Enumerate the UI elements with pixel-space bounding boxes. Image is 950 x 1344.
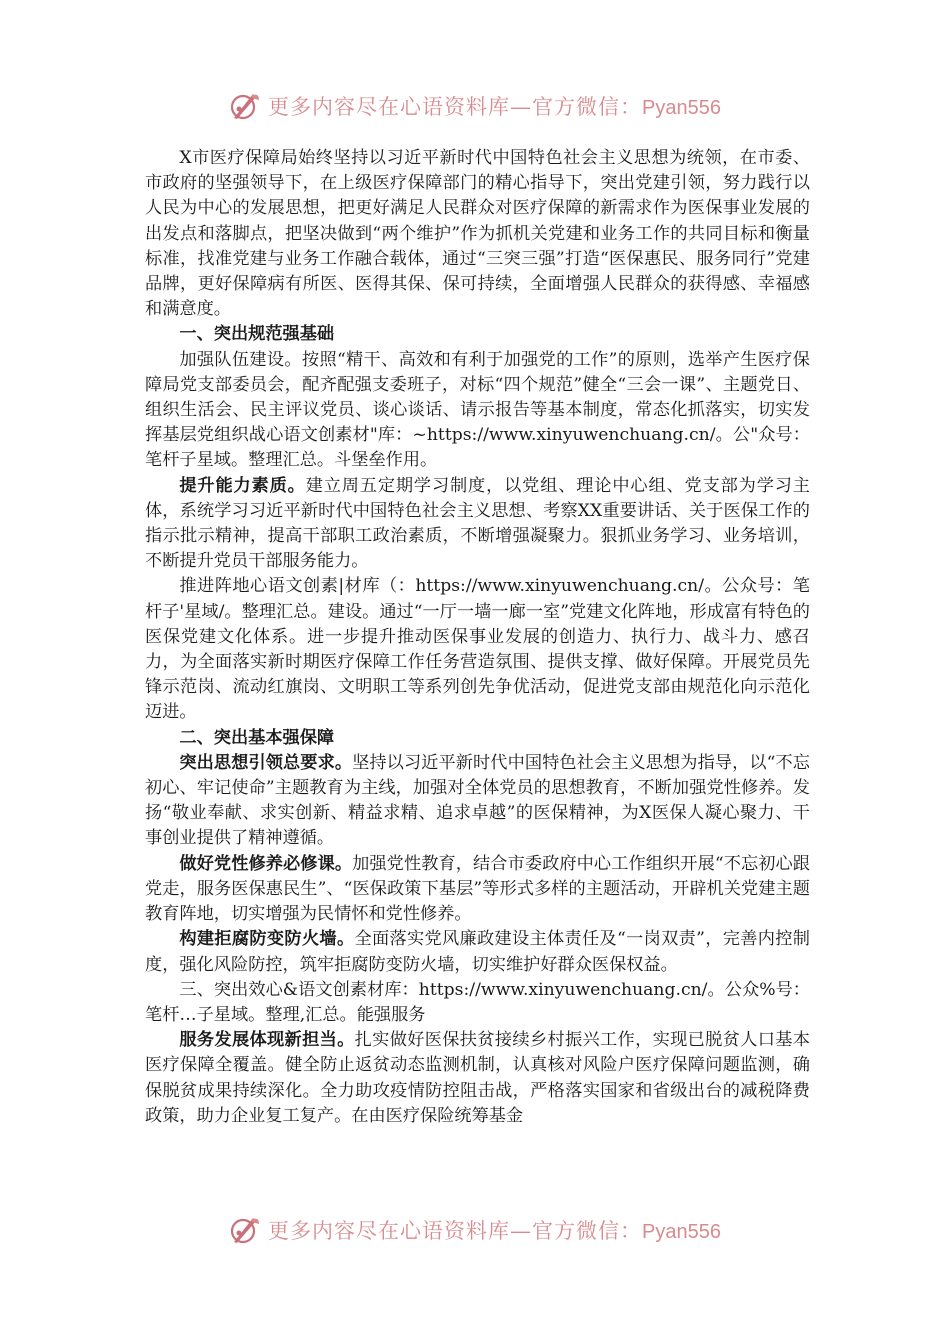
paragraph-team-building: 加强队伍建设。按照“精干、高效和有利于加强党的工作”的原则，选举产生医疗保障局党支部委员会，配齐配强支委班子，对标“四个规范”健全“三会一课”、主题党日、组织生活会、民主评议党员、谈心谈话、请示报告等基本制度，常态化抓落实，切实发挥基层党组织战心语文创素材"库：~https://www.xinyuwenchuang.cn/。公"众号：笔杆子星域。整理汇总。斗堡垒作用。 xyxy=(145,349,810,471)
paragraph-capability: 提升能力素质。建立周五定期学习制度，以党组、理论中心组、党支部为学习主体，系统学习习近平新时代中国特色社会主义思想、考察XX重要讲话、关于医保工作的指示批示精神，提高干部职工政治素质，不断增强凝聚力。狠抓业务学习、业务培训，不断提升党员干部服务能力。 xyxy=(145,475,810,572)
paragraph-position-building: 推进阵地心语文创素|材库（：https://www.xinyuwenchuang.cn/。公众号：笔杆子'星域/。整理汇总。建设。通过“一厅一墙一廊一室”党建文化阵地，形成富有特色的医保党建文化体系。进一步提升推动医保事业发展的创造力、执行力、战斗力、感召力，为全面落实新时期医疗保障工作任务营造氛围、提供支撑、做好保障。开展党员先锋示范岗、流动红旗岗、文明职工等系列创先争优活动，促进党支部由规范化向示范化迈进。 xyxy=(145,576,810,723)
top-banner xyxy=(226,86,746,126)
banner-wechat-id: Pyan556 xyxy=(642,1221,721,1243)
section-heading-3: 三、突出效心&语文创素材库：https://www.xinyuwenchuang.cn/。公众%号：笔杆…子星域。整理,汇总。能强服务 xyxy=(145,979,810,1025)
section-heading-2: 二、突出基本强保障 xyxy=(179,727,335,748)
paragraph-ideology: 突出思想引领总要求。坚持以习近平新时代中国特色社会主义思想为指导，以“不忘初心、牢记使命”主题教育为主线，加强对全体党员的思想教育，不断加强党性修养。发扬“敬业奉献、求实创新、精益求精、追求卓越”的医保精神，为X医保人凝心聚力、干事创业提供了精神遵循。 xyxy=(145,752,810,849)
quill-logo-icon xyxy=(226,1212,262,1248)
bottom-banner xyxy=(226,1210,746,1250)
paragraph-party-spirit: 做好党性修养必修课。加强党性教育，结合市委政府中心工作组织开展“不忘初心跟党走，服务医保惠民生”、“医保政策下基层”等形式多样的主题活动，开辟机关党建主题教育阵地，切实增强为民情怀和党性修养。 xyxy=(145,853,810,925)
banner-label: 更多内容尽在心语资料库—官方微信： xyxy=(268,95,642,119)
banner-label: 更多内容尽在心语资料库—官方微信： xyxy=(268,1219,642,1243)
paragraph-service-development: 服务发展体现新担当。扎实做好医保扶贫接续乡村振兴工作，实现已脱贫人口基本医疗保障全覆盖。健全防止返贫动态监测机制，认真核对风险户医疗保障问题监测，确保脱贫成果持续深化。全力助攻疫情防控阻击战，严格落实国家和省级出台的减税降费政策，助力企业复工复产。在由医疗保险统筹基金 xyxy=(145,1030,810,1126)
section-heading-1: 一、突出规范强基础 xyxy=(179,324,335,345)
banner-wechat-id: Pyan556 xyxy=(642,97,721,119)
paragraph-intro: X市医疗保障局始终坚持以习近平新时代中国特色社会主义思想为统领，在市委、市政府的坚强领导下，在上级医疗保障部门的精心指导下，突出党建引领，努力践行以人民为中心的发展思想，把更好满足人民群众对医疗保障的新需求作为医保事业发展的出发点和落脚点，把坚决做到“两个维护”作为抓机关党建和业务工作的共同目标和衡量标准，找准党建与业务工作融合载体，通过“三突三强”打造“医保惠民、服务同行”党建品牌，更好保障病有所医、医得其保、保可持续，全面增强人民群众的获得感、幸福感和满意度。 xyxy=(145,148,810,320)
document-body xyxy=(145,146,810,1129)
quill-logo-icon xyxy=(226,88,262,124)
paragraph-anti-corruption: 构建拒腐防变防火墙。全面落实党风廉政建设主体责任及“一岗双责”，完善内控制度，强化风险防控，筑牢拒腐防变防火墙，切实维护好群众医保权益。 xyxy=(145,929,810,975)
banner-text xyxy=(268,91,721,121)
banner-text xyxy=(268,1215,721,1245)
